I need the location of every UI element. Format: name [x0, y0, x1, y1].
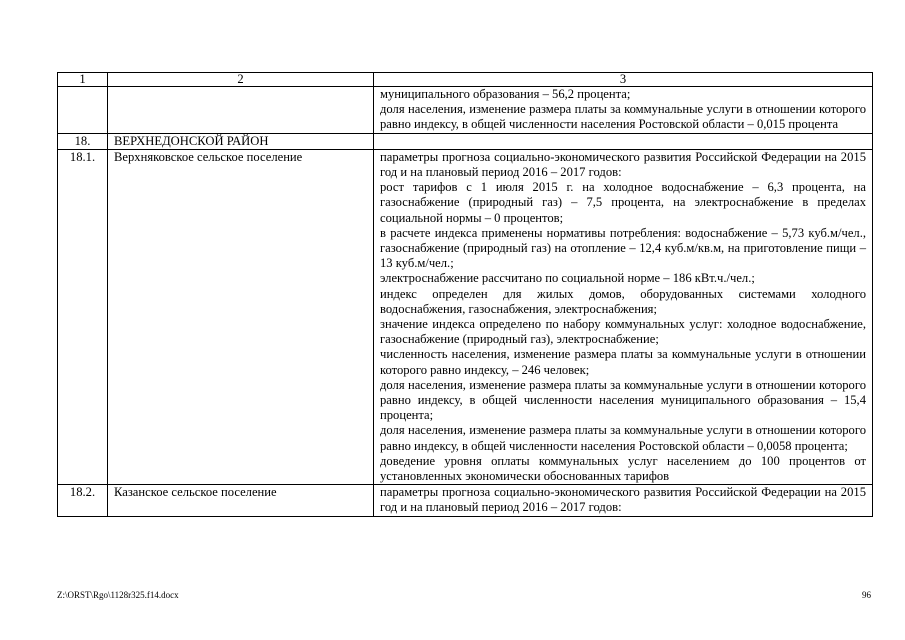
header-col-2: 2 — [108, 73, 374, 87]
table-row-district — [58, 133, 873, 149]
text-paragraph: муниципального образования – 56,2 процента; — [380, 87, 631, 101]
table-row-18-2 — [58, 485, 873, 516]
header-col-1: 1 — [58, 73, 108, 87]
settlement-name: Казанское сельское поселение — [108, 485, 374, 516]
text-paragraph: доля населения, изменение размера платы за коммунальные услуги в отношении которого равно индексу, в общей численности населения муниципального образования – 15,4 процента; — [380, 377, 866, 423]
text-paragraph: доля населения, изменение размера платы за коммунальные услуги в отношении которого равно индексу, в общей численности населения Ростовской области – 0,015 процента — [380, 102, 866, 132]
parameters-text — [374, 149, 873, 484]
table-row-continuation — [58, 87, 873, 134]
footer-file-path: Z:\ORST\Rgo\1128r325.f14.docx — [57, 590, 179, 600]
row-number: 18.2. — [58, 485, 108, 516]
empty-cell — [374, 133, 873, 149]
continuation-text — [374, 87, 873, 134]
row-number: 18. — [58, 133, 108, 149]
text-paragraph: численность населения, изменение размера платы за коммунальные услуги в отношении которого равно индексу, – 246 человек; — [380, 347, 866, 377]
footer-page-number: 96 — [862, 590, 871, 600]
table-header-row — [58, 73, 873, 87]
text-paragraph: электроснабжение рассчитано по социальной норме – 186 кВт.ч./чел.; — [380, 271, 755, 286]
text-paragraph: рост тарифов с 1 июля 2015 г. на холодное водоснабжение – 6,3 процента, на газоснабжение (природный газ) – 7,5 процента, на электроснабжение в пределах социальной нормы – 0 процентов; — [380, 180, 866, 225]
text-paragraph: индекс определен для жилых домов, оборудованных системами холодного водоснабжения, газоснабжения, электроснабжения; — [380, 286, 866, 316]
text-paragraph: параметры прогноза социально-экономического развития Российской Федерации на 2015 год и на плановый период 2016 – 2017 годов: — [380, 149, 866, 180]
document-table — [57, 72, 873, 517]
row-number: 18.1. — [58, 149, 108, 484]
empty-cell — [58, 87, 108, 134]
text-paragraph: доведение уровня оплаты коммунальных услуг населением до 100 процентов от установленных экономически обоснованных тарифов — [380, 453, 866, 484]
settlement-name: Верхняковское сельское поселение — [108, 149, 374, 484]
text-paragraph: в расчете индекса применены нормативы потребления: водоснабжение – 5,73 куб.м/чел., газоснабжение (природный газ) на отопление – 12,4 куб.м/кв.м, на приготовление пищи – 13 куб.м/чел.; — [380, 225, 866, 271]
text-paragraph: параметры прогноза социально-экономического развития Российской Федерации на 2015 год и на плановый период 2016 – 2017 годов: — [380, 485, 866, 515]
text-paragraph: значение индекса определено по набору коммунальных услуг: холодное водоснабжение, газоснабжение (природный газ), электроснабжение; — [380, 317, 866, 347]
empty-cell — [108, 87, 374, 134]
district-name: ВЕРХНЕДОНСКОЙ РАЙОН — [108, 133, 374, 149]
table-row-18-1 — [58, 149, 873, 484]
header-col-3: 3 — [374, 73, 873, 87]
parameters-text — [374, 485, 873, 516]
text-paragraph: доля населения, изменение размера платы за коммунальные услуги в отношении которого равно индексу, в общей численности населения Ростовской области – 0,0058 процента; — [380, 423, 866, 453]
